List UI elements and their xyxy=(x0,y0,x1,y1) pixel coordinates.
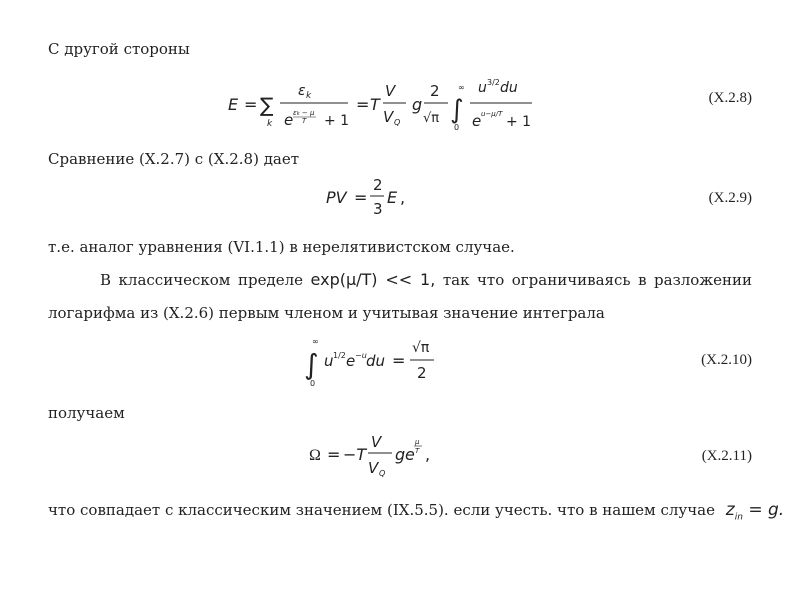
equation-number-x-2-9: (Х.2.9) xyxy=(708,190,752,206)
svg-text:+ 1: + 1 xyxy=(506,114,532,130)
text-line-5: логарифма из (Х.2.6) первым членом и учитывая значение интеграла xyxy=(48,304,605,322)
svg-text:g: g xyxy=(395,445,406,464)
svg-text:e: e xyxy=(346,352,356,370)
text-line-3: т.е. аналог уравнения (VI.1.1) в нерелятивистском случае. xyxy=(48,238,515,256)
formula-z-subscript: in xyxy=(734,512,743,523)
svg-text:=: = xyxy=(244,95,258,114)
text-line-2: Сравнение (Х.2.7) с (Х.2.8) дает xyxy=(48,150,300,168)
equation-number-x-2-10: (Х.2.10) xyxy=(701,352,752,368)
svg-text:+ 1: + 1 xyxy=(324,113,350,129)
inline-formula-z xyxy=(725,500,785,523)
svg-text:=: = xyxy=(354,188,368,207)
svg-text:=: = xyxy=(327,445,341,464)
svg-text:∑: ∑ xyxy=(260,93,274,117)
svg-text:=: = xyxy=(356,95,370,114)
svg-text:u−μ/T: u−μ/T xyxy=(481,110,503,118)
svg-text:−T: −T xyxy=(343,445,367,464)
svg-text:u: u xyxy=(324,352,334,370)
svg-text:∫: ∫ xyxy=(304,348,319,381)
text-line-4-end: так что ограничиваясь в разложении xyxy=(442,271,752,289)
svg-text:e: e xyxy=(472,112,482,130)
equation-number-x-2-8: (Х.2.8) xyxy=(708,90,752,106)
equation-x-2-9 xyxy=(320,172,420,224)
svg-text:PV: PV xyxy=(326,188,347,207)
svg-text:V: V xyxy=(368,459,379,477)
svg-text:2: 2 xyxy=(430,82,440,100)
formula-z: z xyxy=(725,500,735,520)
svg-text:T: T xyxy=(370,95,380,114)
svg-text:εk − μ: εk − μ xyxy=(293,109,315,117)
svg-text:V: V xyxy=(385,82,396,100)
svg-text:∞: ∞ xyxy=(312,337,319,346)
svg-text:μ: μ xyxy=(415,438,420,446)
svg-text:E: E xyxy=(387,188,398,207)
svg-text:3: 3 xyxy=(373,200,383,218)
svg-text:e: e xyxy=(405,445,415,464)
formula-rest: = g. xyxy=(742,500,785,520)
text-line-1: С другой стороны xyxy=(48,40,190,58)
text-line-7 xyxy=(48,500,784,522)
text-line-6: получаем xyxy=(48,404,125,422)
svg-text:,: , xyxy=(400,188,406,207)
text-line-4-start: В классическом пределе xyxy=(100,271,303,289)
svg-text:g: g xyxy=(412,95,423,114)
svg-text:T: T xyxy=(415,447,420,455)
svg-text:Q: Q xyxy=(394,118,401,127)
equation-x-2-8 xyxy=(220,70,540,140)
svg-text:E: E xyxy=(228,95,239,114)
equation-x-2-10 xyxy=(300,330,450,390)
svg-text:1/2: 1/2 xyxy=(333,351,346,360)
svg-text:du: du xyxy=(500,80,518,96)
svg-text:2: 2 xyxy=(417,364,427,382)
equation-number-x-2-11: (Х.2.11) xyxy=(701,448,752,464)
svg-text:V: V xyxy=(383,108,394,126)
svg-text:u: u xyxy=(478,80,487,96)
svg-text:∞: ∞ xyxy=(458,83,465,92)
svg-text:e: e xyxy=(284,111,294,129)
svg-text:k: k xyxy=(306,91,312,101)
equation-x-2-11 xyxy=(305,428,455,488)
svg-text:du: du xyxy=(366,352,386,370)
svg-text:∫: ∫ xyxy=(450,95,464,125)
text-line-4 xyxy=(48,270,752,289)
svg-text:Q: Q xyxy=(379,469,386,478)
svg-text:ε: ε xyxy=(298,83,306,99)
svg-text:Ω: Ω xyxy=(309,447,321,464)
svg-text:T: T xyxy=(302,117,307,125)
svg-text:V: V xyxy=(371,433,382,451)
text-line-7-start: что совпадает с классическим значением (IX.5.5). если учесть. что в нашем случае xyxy=(48,501,715,519)
svg-text:√π: √π xyxy=(423,111,440,126)
svg-text:3/2: 3/2 xyxy=(487,78,500,87)
svg-text:=: = xyxy=(392,351,406,370)
svg-text:√π: √π xyxy=(412,340,430,356)
inline-formula-exp: exp(μ/T) << 1, xyxy=(310,270,436,289)
svg-text:0: 0 xyxy=(454,123,460,132)
svg-text:,: , xyxy=(425,445,431,464)
svg-text:2: 2 xyxy=(373,176,383,194)
svg-text:0: 0 xyxy=(310,379,316,388)
svg-text:k: k xyxy=(267,119,273,129)
svg-text:−u: −u xyxy=(355,351,367,360)
